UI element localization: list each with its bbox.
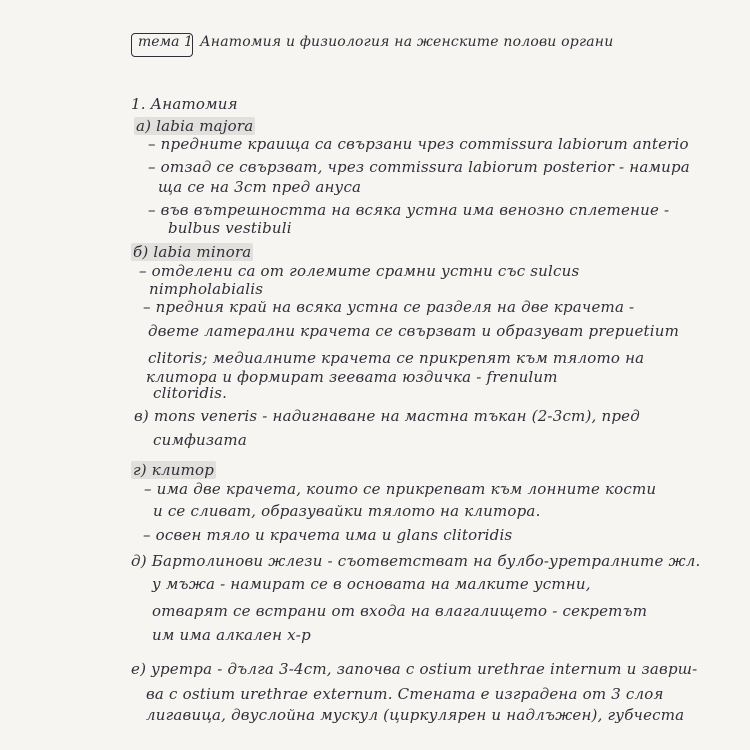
text-line-mons-veneris: в) mons veneris - надигнаване на мастна тъкан (2-3cm), пред — [134, 407, 640, 425]
text-line: – отделени са от големите срамни устни със sulcus — [139, 262, 580, 280]
text-line-urethra: е) уретра - дълга 3-4cm, започва с ostium urethrae internum и заврш- — [131, 660, 698, 678]
text-line: – има две крачета, които се прикрепват към лонните кости — [144, 480, 657, 498]
text-line: у мъжа - намират се в основата на малките устни, — [152, 575, 591, 593]
text-line: симфизата — [153, 431, 247, 449]
page-title: Анатомия и физиология на женските полови органи — [200, 34, 614, 50]
text-line: bulbus vestibuli — [168, 219, 292, 237]
section-heading: 1. Анатомия — [131, 95, 238, 113]
text-line: им има алкален х-р — [152, 626, 311, 644]
text-line: клитора и формират зеевата юздичка - frenulum — [146, 368, 558, 386]
text-line: – освен тяло и крачета има и glans clitoridis — [143, 526, 513, 544]
text-line: nimpholabialis — [149, 280, 264, 298]
text-line: clitoridis. — [153, 384, 228, 402]
text-line: – отзад се свързват, чрез commissura labiorum posterior - намира — [148, 158, 690, 176]
text-line: ва с ostium urethrae externum. Стената е изградена от 3 слоя — [146, 685, 664, 703]
text-line: двете латерални крачета се свързват и образуват prepuetium — [148, 322, 680, 340]
text-line: – предния край на всяка устна се разделя на две крачета - — [143, 298, 635, 316]
subheading-labia-majora: а) labia majora — [136, 117, 254, 135]
text-line: clitoris; медиалните крачета се прикрепят към тялото на — [148, 349, 645, 367]
topic-number-label: тема 1 — [138, 34, 193, 50]
subheading-labia-minora: б) labia minora — [133, 243, 252, 261]
text-line: – във вътрешността на всяка устна има венозно сплетение - — [148, 201, 670, 219]
text-line-bartholin: д) Бартолинови жлези - съответстват на булбо-уретралните жл. — [131, 552, 701, 570]
text-line: отварят се встрани от входа на влагалището - секретът — [152, 602, 648, 620]
text-line: – предните краища са свързани чрез commissura labiorum anterio — [148, 135, 689, 153]
text-line: и се сливат, образувайки тялото на клитора. — [153, 502, 541, 520]
subheading-clitoris: г) клитор — [133, 461, 215, 479]
text-line: ща се на 3cm пред ануса — [158, 178, 362, 196]
text-line: лигавица, двуслойна мускул (циркулярен и надлъжен), губчеста — [146, 706, 685, 724]
